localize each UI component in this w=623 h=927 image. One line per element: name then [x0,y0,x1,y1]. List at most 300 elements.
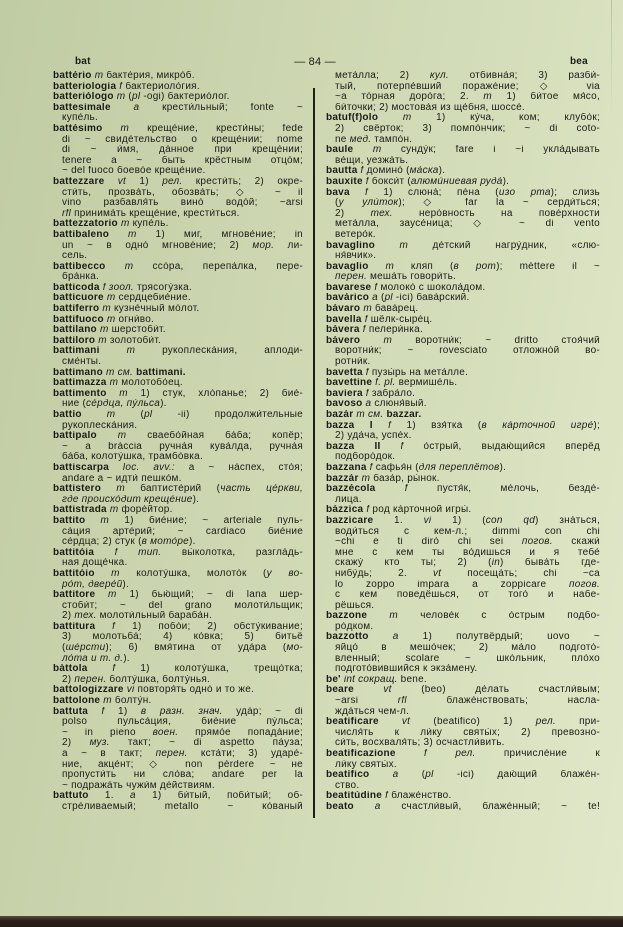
dictionary-line [326,696,600,707]
dictionary-line [53,293,303,304]
definition-text: золотоби́т. [109,335,162,346]
dictionary-line [53,156,303,167]
definition-text: сти́ть, прозва́ть, обозва́ть; ◇ ~ il [62,187,303,198]
grammar-label: m [81,410,141,420]
grammar-label: m [99,304,115,315]
grammar-label: vt [378,717,434,728]
dictionary-line [53,484,303,495]
headword: battério [53,71,92,81]
definition-text: сваебо́йная ба́ба; копёр; [147,431,303,442]
headword: bavarese [326,282,372,293]
definition-text: vino разбавля́ть вино́ водо́й; ~arsi [62,198,303,209]
definition-text: бакте́рия, микро́б. [106,71,195,81]
definition-text: крести́ть; 2) окре- [182,176,303,187]
dictionary-line [53,421,303,432]
definition-text: при- [555,717,600,728]
definition-text: кузне́чный мо́лот. [114,304,200,315]
headword: beatífico [326,770,370,781]
definition-text: andare a ~ идти́ пешко́м. [62,473,182,484]
dictionary-line [326,770,600,781]
grammar-label: m [95,590,130,601]
headword: bavoso [326,399,363,410]
definition-text: молоко́ с шокола́дом. [380,282,486,293]
headword: battito [53,515,86,526]
headword: beare [326,685,354,696]
headword: battipalo [53,431,97,442]
dictionary-line [326,527,600,538]
grammar-label: f [362,367,372,378]
grammar-label: m [99,346,163,357]
definition-text: a ~ на́спех, сто́я; [188,462,303,473]
dictionary-line [53,601,303,612]
definition-text: ро́дком. [335,621,374,632]
headword: beatificazione [326,749,396,759]
definition-text: колоту́шка, молото́к ( [136,568,267,579]
dictionary-line [53,452,303,463]
headword: battimani [53,346,100,357]
headword: battiloro [53,335,96,346]
grammar-label: воен. [152,727,179,738]
dictionary-line [326,622,600,633]
definition-text: ); 6) вмя́тина от уда́ра ( [105,643,287,654]
grammar-label: a [368,632,423,643]
dictionary-line [53,505,303,516]
grammar-label: pl [144,410,153,420]
definition-text: 1) ( [431,515,486,526]
dictionary-line [326,738,600,749]
grammar-label: перен. [155,749,188,759]
dictionary-line [326,654,600,665]
dictionary-line [53,558,303,569]
definition-text: яйцо́ в мешо́чек; 2) ма́ло подгото́- [335,643,600,654]
definition-text: ба́ба, колоту́шка, трамбо́вка. [62,452,203,463]
definition-text: ~arsi [335,696,398,707]
grammar-label: f [87,664,141,675]
definition-text: di ~ и́мя, да́нное при креще́нии; [62,145,303,156]
definition-text: ). [192,494,200,505]
grammar-label: a [353,801,402,812]
dictionary-line [53,368,303,379]
definition-text: меша́ть говори́ть. [366,272,457,283]
definition-text: шёлк-сыре́ц. [370,314,433,325]
grammar-label: f [375,484,438,495]
dictionary-line [53,145,303,156]
dictionary-line [326,590,600,601]
dictionary-line [53,166,303,177]
dictionary-line [326,177,600,188]
dictionary-line [326,378,600,389]
dictionary-line [326,156,600,167]
headword: battibaleno [53,229,110,240]
definition-text: ~ in pieno [62,727,153,738]
dictionary-line [326,643,600,654]
definition-text: 1) стук, хло́панье; 2) бие́- [140,388,303,399]
grammar-label: m [106,378,122,389]
dictionary-line [326,230,600,241]
dictionary-line [53,336,303,347]
grammar-label: f рел. [395,749,504,759]
dictionary-line [53,325,303,336]
dictionary-line [326,209,600,220]
grammar-label: тех. [74,611,97,622]
dictionary-line [53,802,303,813]
dictionary-line [326,325,600,336]
dictionary-line [53,516,303,527]
column-divider [313,88,315,818]
definition-text: 2) уда́ча, успе́х. [335,431,412,442]
grammar-label: погов. [569,579,600,590]
grammar-label: изо рта [498,187,551,198]
grammar-label: f [95,621,133,632]
headword: batticuore [53,293,104,304]
headword: battío [53,410,82,420]
definition-text: ~ del fuoco боево́е креще́ние. [62,166,206,177]
headword: bautta [326,166,358,177]
definition-text: un ~ в одно́ мгнове́ние; 2) [62,240,253,251]
grammar-label: f [362,176,372,187]
definition-text: мне с кем ты во́дишься и я тебе́ [335,547,600,558]
dictionary-line [326,791,600,802]
paper-edge [611,0,612,120]
dictionary-line [326,92,600,103]
grammar-label: m [113,92,129,103]
grammar-label: m [96,325,112,336]
grammar-label: ше́рсти [65,643,106,654]
definition-text: -ici) даю́щий блаже́н- [433,770,600,781]
grammar-label: vt [353,685,422,696]
definition-text: шерстоби́т. [111,325,166,336]
headword: bazza I [326,420,373,431]
dictionary-line [326,632,600,643]
dictionary-line [53,442,303,453]
dictionary-line [326,749,600,760]
grammar-label: f [116,81,126,92]
definition-text: ). [189,537,196,548]
grammar-label: pl [132,92,141,103]
definition-text: (beatifico) 1) [433,717,536,728]
grammar-label: мо- [286,643,303,654]
definition-text: ня́вчик». [335,251,377,262]
definition-text: ( [381,293,385,304]
definition-text: блаже́нство. [391,791,452,802]
grammar-label: vi [423,515,432,526]
dictionary-line [53,548,303,559]
dictionary-line [53,654,303,665]
dictionary-line [53,749,303,760]
definition-text: tenere a ~ быть крёстным отцо́м; [62,155,303,166]
definition-text: ( [421,770,426,781]
dictionary-line [326,71,600,82]
headword: battésimo [53,123,103,134]
definition-text: форе́йтор. [121,505,173,516]
dictionary-line [326,368,600,379]
dictionary-line [53,431,303,442]
grammar-label: a [130,791,136,802]
headword: bazár [326,410,354,420]
definition-text: ние ( [62,399,87,410]
headword: baule [326,145,354,156]
dictionary-line [326,188,600,199]
grammar-label: m [102,123,148,134]
headword: bázzica [326,505,364,516]
dictionary-line [326,262,600,273]
definition-text: род ка́рточной игры́. [372,505,472,516]
definition-text: уда́р; ~ di [222,706,303,717]
definition-text: жда́ться чем-л. [335,706,410,717]
dictionary-line [53,357,303,368]
headword: bazzécola [326,484,376,495]
definition-text: би́точки; 2) мостова́я из ще́бня, шоссе́. [335,102,525,113]
dictionary-line [326,452,600,463]
headword: bavetta [326,367,363,378]
definition-text: сердцебие́ние. [118,293,191,304]
dictionary-line [53,410,303,421]
dictionary-line [53,707,303,718]
dictionary-line [326,558,600,569]
grammar-label: pl [384,293,393,304]
definition-text: бра́нка. [62,272,100,283]
grammar-label: con qd [485,515,536,526]
definition-text: ли́ку святы́х. [335,759,397,770]
grammar-label: a [369,770,422,781]
definition-text: ~ a bráccia ручна́я кува́лда, ручна́я [62,441,303,452]
dictionary-line [326,580,600,591]
grammar-label: перен. [335,272,367,283]
definition-text: 1) бие́ние; ~ arteriale пуль- [124,515,303,526]
dictionary-line [326,315,600,326]
definition-text: ( [335,198,339,209]
dictionary-line [326,505,600,516]
definition-text: ~ подража́ть чужи́м де́йствиям. [62,780,215,791]
definition-text: принима́ть креще́ние, крести́ться. [71,208,240,219]
headword: bauxite [326,176,363,187]
headword: bazza II [326,441,381,452]
definition-text: подборо́док. [335,452,396,463]
headword: bàttola [53,664,88,675]
definition-text: ) зна́ться, [535,515,600,526]
definition-text: воротни́к; ~ dritto стоя́чий [415,335,600,346]
definition-text: причисле́ние к [503,749,600,759]
dictionary-line [326,272,600,283]
grammar-label: где происхо́дит креще́ние [62,494,193,505]
grammar-label: f [362,388,372,399]
definition-text: де́тский нагру́дник, «слю- [432,240,600,251]
definition-text: ). [438,166,446,177]
dictionary-line [326,251,600,262]
running-head-left: bat [75,56,91,67]
definition-text: пузы́рь на мета́лле. [371,367,469,378]
definition-text: си́ть, восхваля́ть; 3) осчастли́вить. [335,738,505,749]
definition-text: слюня́вый. [374,399,427,410]
definition-text: рёшься. [335,600,375,611]
grammar-label: f [363,505,373,516]
dictionary-line [326,304,600,315]
definition-text: сунду́к; fare i ~i укла́дывать [400,145,600,156]
definition-text: прямо́е попада́ние; [178,727,303,738]
grammar-label: rfl [397,696,407,707]
definition-text: ветеро́к. [335,229,376,240]
definition-text: ). [123,653,130,664]
definition-text: 2) [62,738,90,749]
dictionary-line [53,770,303,781]
dictionary-line [53,92,303,103]
definition-text: 1) полутвёрдый; uovo ~ [422,632,600,643]
dictionary-line [53,198,303,209]
grammar-label: мед. [349,134,372,145]
definition-text: болту́шка, болту́нья. [106,674,211,685]
headword: beato [326,801,354,812]
definition-text: база́р, ры́нок. [373,473,440,484]
definition-text: 1) ку́ча, ком; клубо́к; [436,113,600,124]
definition-text: ~a то́рная доро́га; 2. [335,92,484,103]
grammar-label: m [374,240,433,251]
definition-text: -ici) бава́рский. [392,293,470,304]
definition-text: 2) [62,611,75,622]
grammar-label: f [372,420,407,431]
definition-text: рукоплеска́ния, аплоди- [162,346,303,357]
definition-text: ); слизь [550,187,600,198]
grammar-label: m [358,473,374,484]
dictionary-line [326,336,600,347]
dictionary-line [326,442,600,453]
headword: bávaro [326,304,361,315]
definition-text: ве́щи, уезжа́ть. [335,155,409,166]
headword: bavella [326,314,362,325]
definition-text: ); ◇ far la ~ серди́ться; [398,198,600,209]
definition-text: 1) [139,176,163,187]
dictionary-line [53,71,303,82]
dictionary-line [53,113,303,124]
dictionary-line [326,219,600,230]
dictionary-line [326,707,600,718]
definition-text: молотобо́ец. [121,378,183,389]
grammar-label: f [349,187,384,198]
headword: bávero [326,335,361,346]
grammar-label: для переплётов [418,462,500,473]
dictionary-line [53,611,303,622]
definition-text: 1) би́тый, поби́тый; об- [135,791,303,802]
definition-text: кста́ти; 3) ударе́- [187,749,303,759]
definition-text: счастли́вый, блаже́нный; ~ te! [401,801,600,812]
grammar-label: f [371,282,381,293]
grammar-label: m [360,335,416,346]
dictionary-line [53,230,303,241]
dictionary-line [53,527,303,538]
grammar-label: тех. [370,208,393,219]
headword: be' [326,674,341,685]
dictionary-line [326,421,600,432]
definition-text: ). [499,462,507,473]
dictionary-line [326,675,600,686]
definition-text: di ~ свиде́тельство о креще́нии; nome [62,134,303,145]
definition-text: сме́нты. [62,357,102,368]
dictionary-line [53,82,303,93]
headword: battitore [53,590,96,601]
dictionary-line [326,516,600,527]
dictionary-line [53,632,303,643]
grammar-label: m [103,293,119,304]
definition-text: подгото́вившийся к экза́мену. [335,664,478,675]
grammar-label: int сокращ. [340,674,401,685]
definition-text: 1) колоту́шка, трещо́тка; [140,664,303,675]
definition-text: -ogi) бактерио́лог. [140,92,230,103]
definition-text: бава́рец. [374,304,419,315]
headword: batteriologia [53,81,117,92]
grammar-label: m [100,696,115,707]
definition-text: трясогу́зка. [136,282,192,293]
definition-text: води́ться с кем-л.; dimmi con chi [335,526,600,537]
dictionary-line [326,717,600,728]
headword: battiferro [53,304,100,315]
definition-text: купе́ль. [62,113,99,124]
dictionary-line [53,283,303,294]
dictionary-line [326,474,600,485]
definition-text: 2) [335,208,371,219]
definition-text: мета́лла; 2) [335,71,430,81]
grammar-label: m см. [353,410,387,420]
definition-text: -ii) продолжи́тельные [152,410,303,420]
headword: batteriólogo [53,92,114,103]
dictionary-line [53,103,303,114]
definition-text: 1) би́тое мя́со, [491,92,600,103]
definition-text: молоти́льный бараба́н. [96,611,213,622]
grammar-label: в рот [453,261,497,272]
definition-text: 1) миг, мгнове́ние; in [155,229,303,240]
dictionary-line [326,293,600,304]
dictionary-line [53,251,303,262]
dictionary-line [53,378,303,389]
headword: beatificare [326,717,379,728]
headword: battuto [53,791,89,802]
headword: battuta [53,706,89,717]
dictionary-line [326,145,600,156]
grammar-label: vt [432,568,442,579]
dictionary-line [326,166,600,177]
grammar-label: vi [123,685,138,696]
dictionary-line [326,611,600,622]
definition-text: рукоплеска́ния. [62,420,138,431]
dictionary-line [326,484,600,495]
grammar-label: f. pl. [372,378,399,389]
dictionary-line [326,537,600,548]
dictionary-line [326,124,600,135]
definition-text: пропусти́ть ни сло́ва; andare per la [62,770,303,781]
headword: batticoda [53,282,100,293]
grammar-label: m [483,92,492,103]
grammar-label: часть це́ркви, [220,484,303,495]
definition-text: 1) [118,706,141,717]
definition-text: са́ция арте́рий; ~ cardiaco бие́ние [62,526,303,537]
headword: bavaglio [326,261,369,272]
headword: bazzana [326,462,367,473]
definition-text: блаже́нствовать; насла- [406,696,600,707]
grammar-label: се́рдца, пу́льса [86,399,161,410]
grammar-label: m [360,304,375,315]
dictionary-line [326,410,600,421]
grammar-label: m [91,71,107,81]
dictionary-line [326,569,600,580]
definition-text: ( [128,92,133,103]
grammar-label: муз. [89,738,110,749]
dictionary-line [53,760,303,771]
definition-text: 1) взя́тка ( [406,420,482,431]
definition-text: с кем поведёшься, от того́ и набе- [335,590,600,601]
dictionary-line [53,781,303,792]
headword: battitóia [53,547,95,558]
grammar-label: рел. [162,176,183,187]
grammar-label: рел. [535,717,556,728]
definition-text: ); [593,420,600,431]
